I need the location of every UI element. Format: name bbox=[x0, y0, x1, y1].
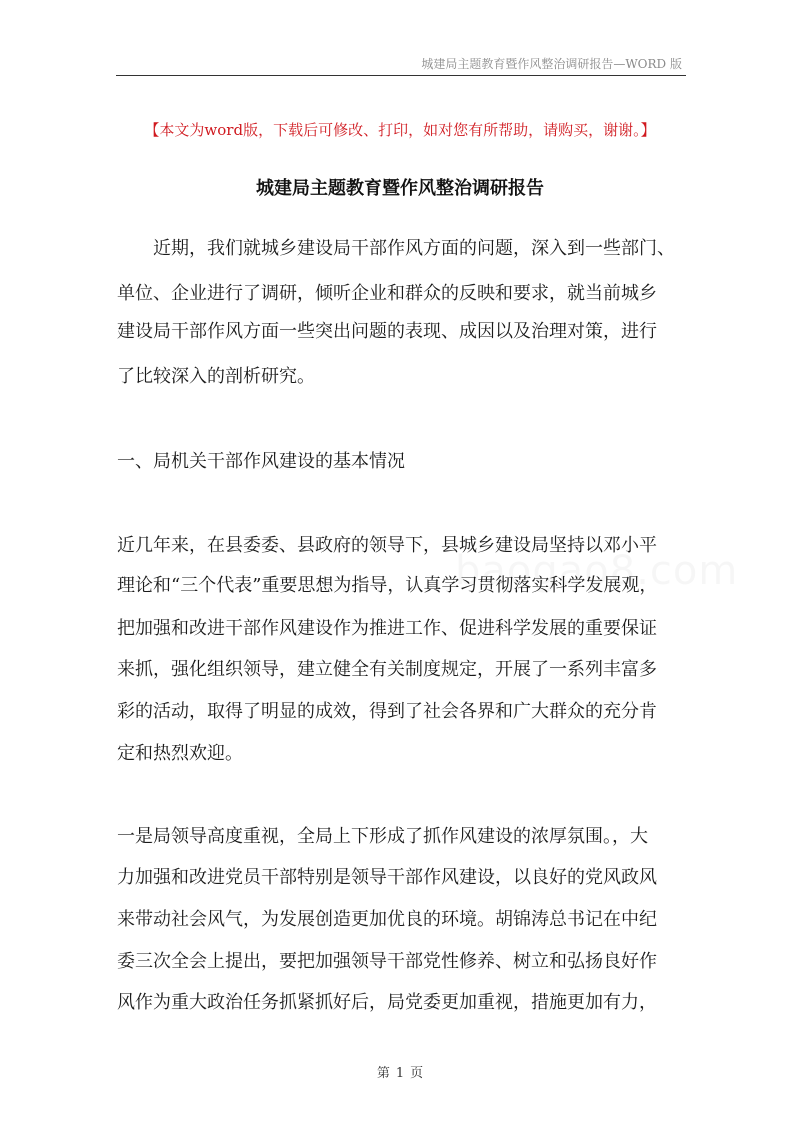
running-header: 城建局主题教育暨作风整治调研报告—WORD 版 bbox=[421, 57, 682, 71]
paragraph-line: 建设局干部作风方面一些突出问题的表现、成因以及治理对策，进行 bbox=[117, 321, 657, 342]
paragraph-line: 彩的活动，取得了明显的成效，得到了社会各界和广大群众的充分肯 bbox=[117, 701, 657, 722]
document-title: 城建局主题教育暨作风整治调研报告 bbox=[256, 178, 544, 199]
paragraph-line: 来抓，强化组织领导，建立健全有关制度规定，开展了一系列丰富多 bbox=[117, 659, 657, 680]
paragraph-line: 了比较深入的剖析研究。 bbox=[117, 366, 315, 387]
paragraph-line: 定和热烈欢迎。 bbox=[117, 743, 243, 764]
purchase-notice: 【本文为word版，下载后可修改、打印，如对您有所帮助，请购买，谢谢。】 bbox=[144, 121, 656, 139]
footer-prefix: 第 bbox=[376, 1066, 390, 1081]
page-footer bbox=[0, 1062, 800, 1081]
paragraph-line: 理论和“三个代表”重要思想为指导，认真学习贯彻落实科学发展观， bbox=[117, 575, 658, 596]
paragraph-line: 单位、企业进行了调研，倾听企业和群众的反映和要求，就当前城乡 bbox=[117, 283, 657, 304]
paragraph-line: 近几年来，在县委委、县政府的领导下，县城乡建设局坚持以邓小平 bbox=[117, 535, 657, 556]
paragraph-line: 把加强和改进干部作风建设作为推进工作、促进科学发展的重要保证 bbox=[117, 618, 657, 639]
section-heading: 一、局机关干部作风建设的基本情况 bbox=[117, 451, 405, 472]
paragraph-line: 来带动社会风气，为发展创造更加优良的环境。胡锦涛总书记在中纪 bbox=[117, 909, 657, 930]
watermark bbox=[455, 548, 738, 594]
footer-suffix: 页 bbox=[410, 1066, 424, 1081]
paragraph-line: 委三次全会上提出，要把加强领导干部党性修养、树立和弘扬良好作 bbox=[117, 951, 657, 972]
paragraph-line: 一是局领导高度重视，全局上下形成了抓作风建设的浓厚氛围。，大 bbox=[117, 826, 648, 847]
page-number: 1 bbox=[395, 1066, 405, 1081]
paragraph-line: 风作为重大政治任务抓紧抓好后，局党委更加重视，措施更加有力， bbox=[117, 992, 657, 1013]
paragraph-line: 近期，我们就城乡建设局干部作风方面的问题，深入到一些部门、 bbox=[117, 238, 675, 259]
paragraph-line: 力加强和改进党员干部特别是领导干部作风建设，以良好的党风政风 bbox=[117, 867, 657, 888]
header-rule bbox=[116, 75, 686, 76]
